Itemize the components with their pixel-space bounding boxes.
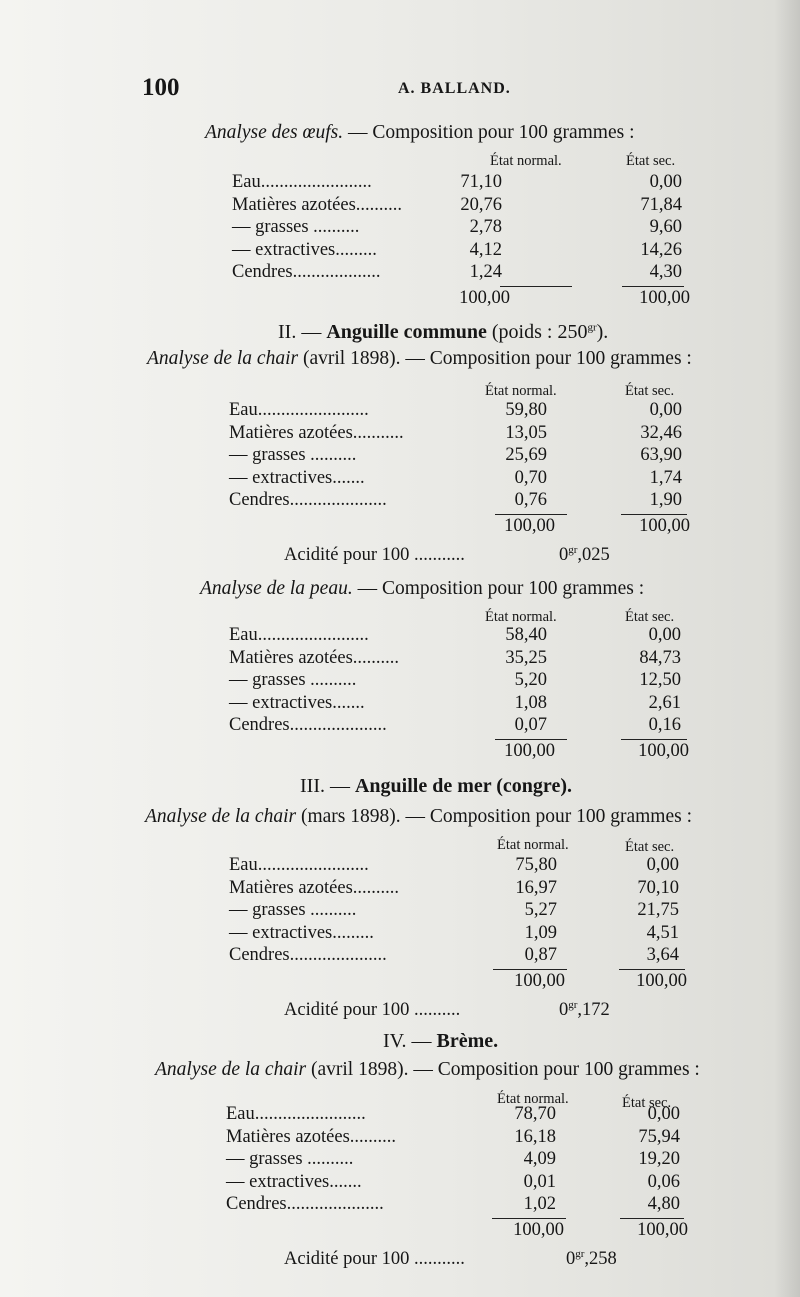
value-normal: 1,02	[523, 1194, 556, 1214]
title-roman: IV. —	[383, 1030, 437, 1052]
caption-congre-chair	[145, 806, 692, 828]
value-sec: 2,61	[648, 692, 681, 713]
value-sec: 70,10	[637, 877, 679, 898]
total-normal: 100,00	[514, 970, 565, 991]
value-sec: 0,00	[649, 400, 682, 420]
value-sec: 0,00	[649, 172, 682, 192]
sum-rule-normal	[495, 514, 567, 515]
table-row	[229, 855, 689, 878]
table-row	[229, 715, 689, 738]
table-row	[229, 670, 689, 693]
total-normal: 100,00	[459, 287, 510, 308]
title-roman: III. —	[300, 775, 355, 797]
sum-rule-normal	[495, 739, 567, 740]
row-label: — grasses ..........	[229, 445, 357, 465]
row-label: — grasses ..........	[226, 1149, 354, 1169]
section-title-anguille-commune	[278, 321, 608, 344]
total-normal: 100,00	[513, 1219, 564, 1240]
table-row	[229, 878, 689, 901]
total-sec: 100,00	[638, 740, 689, 761]
acidity-label: Acidité pour 100 ...........	[284, 544, 465, 565]
row-label: Cendres...................	[232, 262, 381, 282]
value-sec: 0,00	[646, 855, 679, 875]
caption-text: — Composition pour 100 grammes :	[343, 122, 635, 143]
value-normal: 71,10	[460, 172, 502, 192]
row-label: Cendres.....................	[229, 945, 387, 965]
acidity-unit: gr	[575, 1247, 585, 1260]
value-normal: 25,69	[505, 445, 547, 465]
total-row	[232, 288, 692, 311]
sum-rule-normal	[492, 1218, 566, 1219]
total-sec: 100,00	[639, 287, 690, 308]
row-label: — extractives.......	[229, 467, 365, 488]
value-normal: 78,70	[514, 1104, 556, 1124]
row-label: Eau........................	[229, 855, 369, 875]
acidity-value	[559, 1000, 610, 1021]
caption-text: (avril 1898). — Composition pour 100 grammes :	[298, 348, 692, 369]
value-sec: 63,90	[640, 445, 682, 465]
value-sec: 14,26	[640, 239, 682, 260]
value-normal: 59,80	[505, 400, 547, 420]
acidity-line	[284, 543, 610, 566]
title-bold: Anguille de mer (congre).	[354, 775, 572, 797]
acidity-line	[284, 998, 610, 1021]
row-label: Matières azotées..........	[229, 877, 400, 898]
table-row	[229, 648, 689, 671]
title-bold: Anguille commune	[326, 321, 487, 343]
value-sec: 12,50	[639, 670, 681, 690]
caption-italic: Analyse de la chair	[155, 1059, 307, 1080]
row-label: — extractives.......	[229, 692, 365, 713]
sum-rule-sec	[621, 514, 687, 515]
value-sec: 0,06	[647, 1171, 680, 1192]
col-head-sec: État sec.	[625, 383, 675, 399]
total-row	[229, 741, 689, 764]
row-label: Matières azotées...........	[229, 422, 404, 443]
total-row	[226, 1220, 686, 1243]
table-row	[232, 240, 692, 263]
col-head-normal: État normal.	[485, 383, 557, 399]
acidity-line	[284, 1247, 617, 1270]
caption-italic: Analyse de la chair	[145, 806, 297, 827]
caption-text: (avril 1898). — Composition pour 100 grammes :	[306, 1059, 700, 1080]
value-normal: 0,07	[514, 715, 547, 735]
acidity-unit: gr	[568, 998, 578, 1011]
page-gutter-shadow	[774, 0, 800, 1297]
table-row	[226, 1127, 686, 1150]
row-label: — extractives.........	[232, 239, 377, 260]
sum-rule-sec	[619, 969, 685, 970]
page-number: 100	[142, 74, 180, 101]
table-row	[229, 693, 689, 716]
value-normal: 13,05	[505, 422, 547, 443]
total-row	[229, 971, 689, 994]
acidity-int: 0	[559, 999, 569, 1020]
table-row	[226, 1104, 686, 1127]
total-sec: 100,00	[636, 970, 687, 991]
col-head-sec: État sec.	[622, 1095, 672, 1111]
value-normal: 75,80	[515, 855, 557, 875]
total-normal: 100,00	[504, 515, 555, 536]
total-normal: 100,00	[504, 740, 555, 761]
table-row	[232, 195, 692, 218]
row-label: Matières azotées..........	[232, 194, 403, 215]
acidity-decimal: ,172	[577, 999, 610, 1020]
value-normal: 16,97	[515, 877, 557, 898]
value-normal: 4,09	[523, 1149, 556, 1169]
value-sec: 84,73	[639, 647, 681, 668]
table-row	[229, 400, 689, 423]
value-normal: 5,20	[514, 670, 547, 690]
value-normal: 5,27	[524, 900, 557, 920]
row-label: — grasses ..........	[229, 900, 357, 920]
value-sec: 3,64	[646, 945, 679, 965]
value-sec: 19,20	[638, 1149, 680, 1169]
value-normal: 0,87	[524, 945, 557, 965]
row-label: Eau........................	[226, 1104, 366, 1124]
value-sec: 0,00	[647, 1104, 680, 1124]
table-row	[232, 262, 692, 285]
acidity-label: Acidité pour 100 ..........	[284, 999, 461, 1020]
value-sec: 4,80	[647, 1194, 680, 1214]
value-normal: 35,25	[505, 647, 547, 668]
caption-anguille-peau	[200, 578, 644, 600]
value-normal: 2,78	[469, 217, 502, 237]
caption-eggs	[205, 122, 635, 144]
table-row	[226, 1194, 686, 1217]
row-label: Cendres.....................	[226, 1194, 384, 1214]
acidity-decimal: ,025	[577, 544, 610, 565]
table-row	[229, 625, 689, 648]
table-row	[229, 490, 689, 513]
row-label: Cendres.....................	[229, 490, 387, 510]
sum-rule-sec	[620, 1218, 684, 1219]
sum-rule-normal	[500, 286, 572, 287]
caption-breme-chair	[155, 1059, 700, 1081]
value-sec: 1,90	[649, 490, 682, 510]
title-bold: Brème.	[436, 1030, 499, 1052]
value-normal: 58,40	[505, 625, 547, 645]
value-normal: 0,70	[514, 467, 547, 488]
table-row	[226, 1149, 686, 1172]
title-roman: II. —	[278, 321, 327, 343]
table-row	[229, 923, 689, 946]
row-label: Eau........................	[229, 400, 369, 420]
caption-text: — Composition pour 100 grammes :	[352, 578, 645, 599]
row-label: Eau........................	[229, 625, 369, 645]
col-head-sec: État sec.	[625, 609, 675, 625]
value-sec: 21,75	[637, 900, 679, 920]
col-head-normal: État normal.	[497, 1091, 569, 1107]
acidity-label: Acidité pour 100 ...........	[284, 1248, 465, 1269]
acidity-int: 0	[559, 544, 569, 565]
table-row	[226, 1172, 686, 1195]
value-normal: 1,08	[514, 692, 547, 713]
table-row	[229, 945, 689, 968]
value-normal: 1,24	[469, 262, 502, 282]
acidity-unit: gr	[568, 543, 578, 556]
table-row	[232, 172, 692, 195]
table-row	[229, 423, 689, 446]
caption-text: (mars 1898). — Composition pour 100 grammes :	[296, 806, 693, 827]
value-sec: 71,84	[640, 194, 682, 215]
row-label: — extractives.......	[226, 1171, 362, 1192]
value-sec: 4,30	[649, 262, 682, 282]
caption-italic: Analyse de la peau.	[200, 578, 353, 599]
value-normal: 0,01	[523, 1171, 556, 1192]
total-sec: 100,00	[637, 1219, 688, 1240]
sum-rule-sec	[622, 286, 684, 287]
col-head-normal: État normal.	[497, 837, 569, 853]
value-sec: 75,94	[638, 1126, 680, 1147]
total-sec: 100,00	[639, 515, 690, 536]
acidity-int: 0	[566, 1248, 576, 1269]
table-row	[229, 900, 689, 923]
acidity-value	[559, 545, 610, 566]
row-label: — grasses ..........	[229, 670, 357, 690]
caption-italic: Analyse des œufs.	[205, 122, 344, 143]
value-sec: 4,51	[646, 922, 679, 943]
col-head-sec: État sec.	[626, 153, 676, 169]
value-sec: 32,46	[640, 422, 682, 443]
row-label: — extractives.........	[229, 922, 374, 943]
col-head-sec: État sec.	[625, 839, 675, 855]
row-label: Eau........................	[232, 172, 372, 192]
value-sec: 9,60	[649, 217, 682, 237]
acidity-value	[566, 1249, 617, 1270]
table-row	[232, 217, 692, 240]
value-normal: 1,09	[524, 922, 557, 943]
value-normal: 4,12	[469, 239, 502, 260]
title-end: ).	[596, 321, 609, 343]
value-sec: 0,16	[648, 715, 681, 735]
row-label: — grasses ..........	[232, 217, 360, 237]
value-normal: 16,18	[514, 1126, 556, 1147]
title-sup: gr	[587, 321, 597, 334]
total-row	[229, 516, 689, 539]
acidity-decimal: ,258	[584, 1248, 617, 1269]
sum-rule-sec	[621, 739, 687, 740]
caption-anguille-chair	[147, 348, 692, 370]
value-normal: 0,76	[514, 490, 547, 510]
caption-italic: Analyse de la chair	[147, 348, 299, 369]
running-head-author: A. BALLAND.	[398, 80, 511, 97]
table-row	[229, 468, 689, 491]
row-label: Matières azotées..........	[226, 1126, 397, 1147]
col-head-normal: État normal.	[485, 609, 557, 625]
sum-rule-normal	[493, 969, 567, 970]
value-normal: 20,76	[460, 194, 502, 215]
section-title-congre	[300, 775, 572, 798]
value-sec: 0,00	[648, 625, 681, 645]
section-title-breme	[383, 1030, 498, 1053]
value-sec: 1,74	[649, 467, 682, 488]
row-label: Matières azotées..........	[229, 647, 400, 668]
row-label: Cendres.....................	[229, 715, 387, 735]
col-head-normal: État normal.	[490, 153, 562, 169]
table-row	[229, 445, 689, 468]
title-rest: (poids : 250	[486, 321, 588, 343]
